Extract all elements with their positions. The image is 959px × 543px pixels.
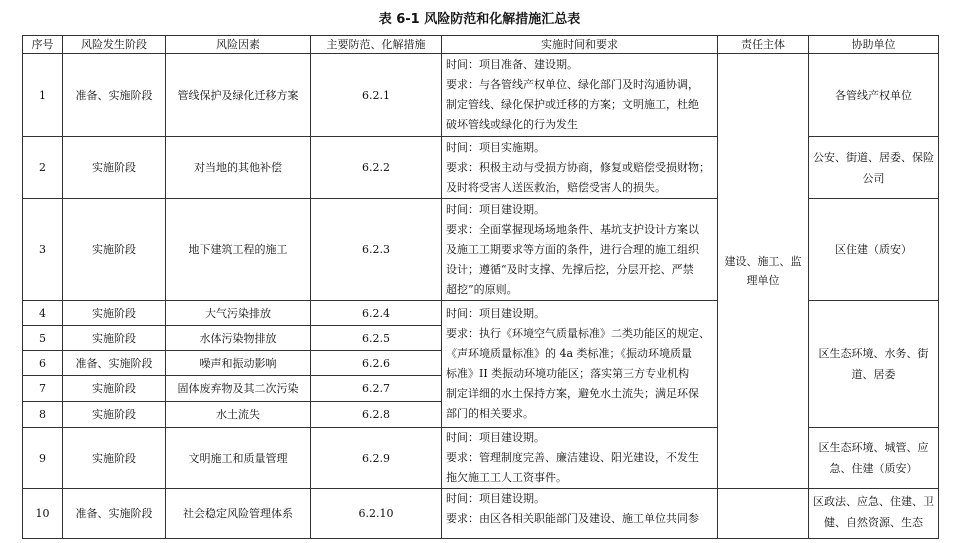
table-header-row — [23, 36, 939, 54]
cell-stage: 准备、实施阶段 — [63, 489, 166, 539]
cell-measure: 6.2.4 — [311, 301, 442, 326]
cell-stage: 实施阶段 — [63, 301, 166, 326]
cell-helper: 区住建（质安） — [809, 199, 939, 301]
cell-no: 5 — [23, 326, 63, 351]
table-row — [23, 54, 939, 137]
requirement-line: 标准》II 类振动环境功能区；落实第三方专业机构 — [446, 367, 690, 380]
cell-responsible-continued — [718, 489, 809, 539]
cell-measure: 6.2.2 — [311, 137, 442, 199]
cell-factor: 管线保护及绿化迁移方案 — [166, 54, 311, 137]
header-factor: 风险因素 — [166, 36, 311, 54]
cell-factor: 对当地的其他补偿 — [166, 137, 311, 199]
cell-no: 8 — [23, 402, 63, 428]
requirement-line: 要求：由区各相关职能部门及建设、施工单位共同参 — [446, 512, 699, 525]
cell-stage: 实施阶段 — [63, 137, 166, 199]
requirement-line: 设计；遵循“及时支撑、先撑后挖，分层开挖、严禁 — [446, 262, 694, 276]
requirement-line: 时间：项目建设期。 — [446, 307, 545, 320]
cell-requirement — [442, 199, 718, 301]
cell-stage: 实施阶段 — [63, 376, 166, 402]
cell-factor: 社会稳定风险管理体系 — [166, 489, 311, 539]
requirement-clip — [446, 489, 713, 538]
requirement-line: 拖欠施工工人工资事件。 — [446, 471, 567, 484]
requirement-line: 要求：执行《环境空气质量标准》二类功能区的规定、 — [446, 327, 710, 340]
risk-measures-table — [22, 35, 939, 539]
cell-factor: 大气污染排放 — [166, 301, 311, 326]
cell-factor: 地下建筑工程的施工 — [166, 199, 311, 301]
cell-no: 4 — [23, 301, 63, 326]
cell-measure: 6.2.5 — [311, 326, 442, 351]
requirement-line: 破坏管线或绿化的行为发生 — [446, 118, 578, 131]
helper-clip: 区政法、应急、住建、卫健、自然资源、生态 — [813, 495, 934, 529]
requirement-line: 要求：全面掌握现场场地条件、基坑支护设计方案以 — [446, 222, 699, 236]
header-helper: 协助单位 — [809, 36, 939, 54]
cell-measure: 6.2.10 — [311, 489, 442, 539]
cell-helper: 公安、街道、居委、保险公司 — [809, 137, 939, 199]
cell-helper: 区生态环境、城管、应急、住建（质安） — [809, 428, 939, 489]
header-time-requirement: 实施时间和要求 — [442, 36, 718, 54]
cell-measure: 6.2.9 — [311, 428, 442, 489]
cell-stage: 准备、实施阶段 — [63, 54, 166, 137]
requirement-line: 超挖”的原则。 — [446, 282, 518, 296]
cell-factor: 噪声和振动影响 — [166, 351, 311, 376]
cell-factor: 文明施工和质量管理 — [166, 428, 311, 489]
cell-no: 7 — [23, 376, 63, 402]
header-measure: 主要防范、化解措施 — [311, 36, 442, 54]
cell-no: 2 — [23, 137, 63, 199]
cell-no: 6 — [23, 351, 63, 376]
requirement-line: 部门的相关要求。 — [446, 407, 534, 420]
cell-stage: 实施阶段 — [63, 428, 166, 489]
cell-stage: 准备、实施阶段 — [63, 351, 166, 376]
cell-measure: 6.2.6 — [311, 351, 442, 376]
cell-helper: 各管线产权单位 — [809, 54, 939, 137]
requirement-line: 制定管线、绿化保护或迁移的方案；文明施工，杜绝 — [446, 98, 699, 111]
cell-requirement-group — [442, 301, 718, 428]
requirement-line: 制定详细的水土保持方案，避免水土流失；满足环保 — [446, 387, 699, 400]
requirement-line: 时间：项目建设期。 — [446, 492, 545, 505]
requirement-line: 要求：与各管线产权单位、绿化部门及时沟通协调， — [446, 78, 699, 91]
requirement-line: 《声环境质量标准》的 4a 类标准；《振动环境质量 — [446, 347, 693, 360]
cell-measure: 6.2.8 — [311, 402, 442, 428]
table-title: 表 6-1 风险防范和化解措施汇总表 — [378, 12, 581, 27]
requirement-line: 时间：项目建设期。 — [446, 431, 545, 444]
header-stage: 风险发生阶段 — [63, 36, 166, 54]
header-responsible: 责任主体 — [718, 36, 809, 54]
cell-no: 9 — [23, 428, 63, 489]
cell-requirement — [442, 489, 718, 539]
cell-no: 3 — [23, 199, 63, 301]
cell-stage: 实施阶段 — [63, 402, 166, 428]
cell-no: 10 — [23, 489, 63, 539]
cell-stage: 实施阶段 — [63, 326, 166, 351]
cell-responsible: 建设、施工、监理单位 — [718, 54, 809, 489]
requirement-line: 及时将受害人送医救治，赔偿受害人的损失。 — [446, 180, 666, 194]
cell-requirement — [442, 54, 718, 137]
table-row — [23, 489, 939, 539]
cell-helper-group: 区生态环境、水务、街道、居委 — [809, 301, 939, 428]
cell-measure: 6.2.7 — [311, 376, 442, 402]
cell-stage: 实施阶段 — [63, 199, 166, 301]
requirement-line: 要求：管理制度完善、廉洁建设、阳光建设，不发生 — [446, 451, 699, 464]
cell-factor: 固体废弃物及其二次污染 — [166, 376, 311, 402]
cell-no: 1 — [23, 54, 63, 137]
cell-measure: 6.2.3 — [311, 199, 442, 301]
requirement-line: 时间：项目准备、建设期。 — [446, 58, 578, 71]
requirement-line: 时间：项目建设期。 — [446, 202, 545, 216]
cell-factor: 水土流失 — [166, 402, 311, 428]
cell-factor: 水体污染物排放 — [166, 326, 311, 351]
cell-requirement — [442, 428, 718, 489]
requirement-line: 及施工工期要求等方面的条件，进行合理的施工组织 — [446, 242, 699, 256]
cell-helper — [809, 489, 939, 539]
cell-requirement — [442, 137, 718, 199]
cell-measure: 6.2.1 — [311, 54, 442, 137]
requirement-line: 时间：项目实施期。 — [446, 140, 545, 154]
header-no: 序号 — [23, 36, 63, 54]
requirement-line: 要求：积极主动与受损方协商，修复或赔偿受损财物； — [446, 160, 710, 174]
